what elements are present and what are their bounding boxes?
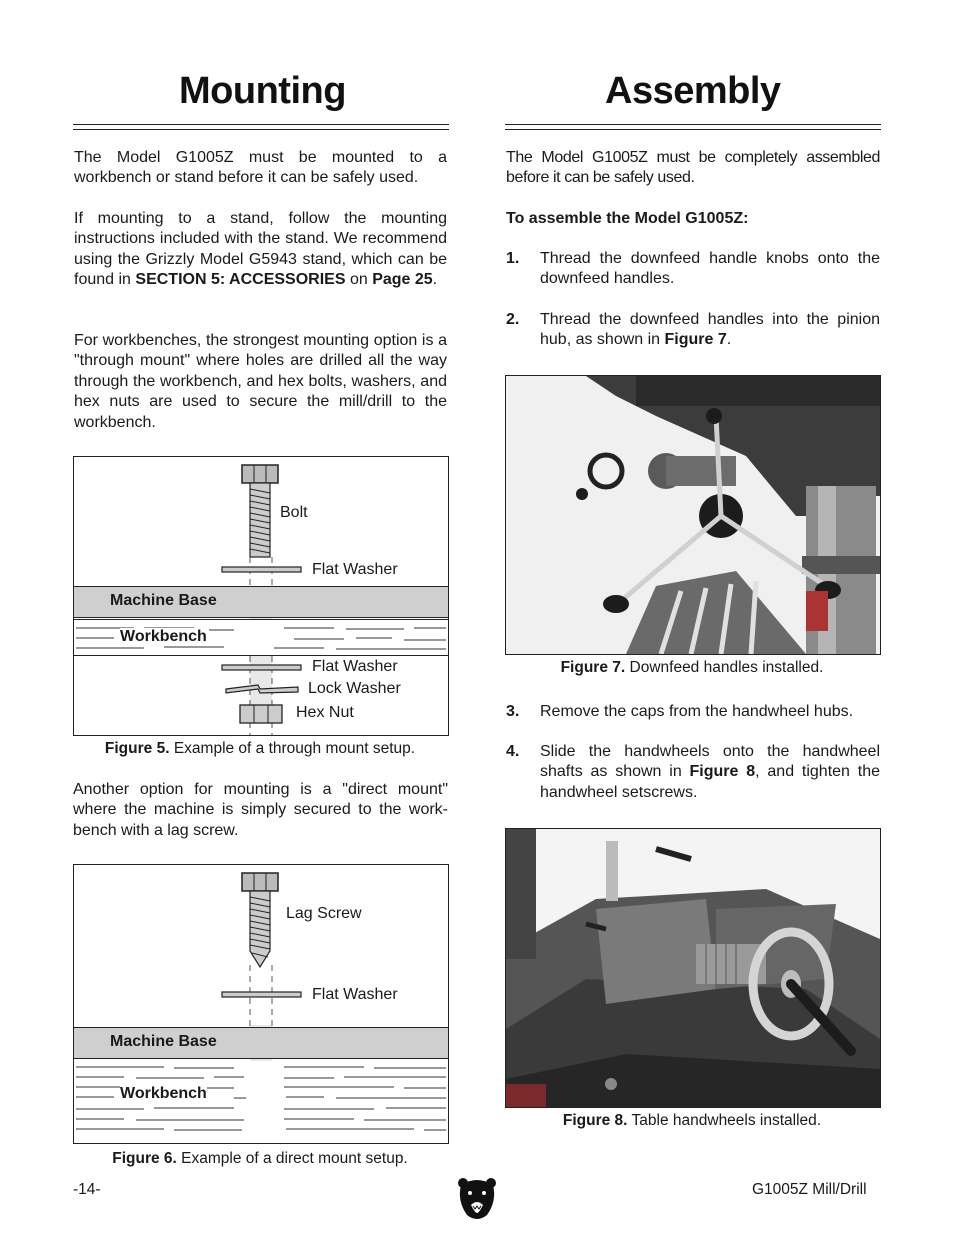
mounting-p2-period: .	[432, 271, 438, 289]
section-5-reference: SECTION 5: ACCESSORIES	[135, 271, 346, 289]
machine-base-label: Machine Base	[110, 592, 217, 609]
flat-washer-bottom-label: Flat Washer	[312, 658, 398, 675]
assembly-intro: The Model G1005Z must be completely assembled before it can be safely used.	[506, 149, 880, 187]
step-4-text: Slide the handwheels onto the handwheel shafts as shown in	[540, 743, 880, 781]
figure-6-direct-mount-diagram	[73, 864, 449, 1144]
mounting-p2-on: on	[345, 271, 373, 289]
mounting-paragraph-4: Another option for mounting is a "direct mount" where the machine is simply secured to the work-bench with a lag screw.	[73, 781, 448, 839]
lock-washer-label: Lock Washer	[308, 680, 401, 697]
flat-washer-bottom-icon	[221, 663, 303, 673]
step-number: 1.	[506, 250, 520, 267]
lock-washer-icon	[224, 683, 300, 695]
flat-washer-icon	[221, 990, 303, 1000]
flat-washer-label: Flat Washer	[312, 986, 398, 1003]
mounting-paragraph-2	[74, 209, 447, 291]
figure-8-label: Figure 8.	[562, 1112, 628, 1129]
figure-6-caption	[73, 1150, 447, 1168]
workbench-band	[74, 619, 448, 656]
assembly-title-rule	[505, 124, 881, 130]
figure-7-text: Downfeed handles installed.	[625, 659, 824, 676]
page-number: -14-	[73, 1181, 101, 1198]
mounting-paragraph-1: The Model G1005Z must be mounted to a workbench or stand before it can be safely used.	[74, 149, 447, 187]
mounting-paragraph-3: For workbenches, the strongest mounting option is a "through mount" where holes are drilled all the way through the workbench, and hex bolts, washers, and hex nuts are used to secure the mill/drill to the workbench.	[74, 332, 447, 431]
hex-nut-icon	[238, 703, 284, 725]
figure-6-label: Figure 6.	[112, 1150, 177, 1167]
figure-8-caption	[505, 1112, 879, 1130]
workbench-label: Workbench	[120, 1085, 207, 1102]
machine-base-label: Machine Base	[110, 1033, 217, 1050]
step-number: 4.	[506, 743, 520, 760]
figure-5-caption	[73, 740, 447, 758]
lag-screw-icon	[234, 871, 294, 971]
flat-washer-top-icon	[221, 565, 303, 575]
step-4-rest: , and tighten the handwheel setscrews.	[540, 763, 880, 801]
step-number: 3.	[506, 703, 520, 720]
figure-7-label: Figure 7.	[560, 659, 626, 676]
figure-6-text: Example of a direct mount setup.	[176, 1150, 408, 1167]
figure-7-photo-downfeed-handles	[505, 375, 881, 655]
grizzly-bear-logo-icon	[457, 1175, 497, 1223]
step-text: Thread the downfeed handle knobs onto the downfeed handles.	[540, 250, 880, 288]
figure-5-text: Example of a through mount setup.	[169, 740, 416, 757]
figure-5-label: Figure 5.	[104, 740, 170, 757]
footer-model: G1005Z Mill/Drill	[752, 1181, 867, 1198]
assembly-title: Assembly	[605, 70, 781, 112]
mounting-title-rule	[73, 124, 449, 130]
lag-screw-label: Lag Screw	[286, 905, 362, 922]
workbench-band	[74, 1061, 448, 1143]
figure-8-photo-table-handwheels	[505, 828, 881, 1108]
figure-5-through-mount-diagram	[73, 456, 449, 736]
mounting-title: Mounting	[179, 70, 346, 112]
figure-7-reference: Figure 7	[664, 331, 727, 349]
mounting-p2-text: If mounting to a stand, follow the mounting instructions included with the stand. We recommend using the Grizzly Model G5943 stand, which can be found in	[74, 210, 447, 289]
figure-7-caption	[505, 659, 879, 677]
flat-washer-top-label: Flat Washer	[312, 561, 398, 578]
step-text	[540, 742, 880, 803]
workbench-label: Workbench	[120, 628, 207, 645]
figure-8-text: Table handwheels installed.	[627, 1112, 822, 1129]
step-text: Remove the caps from the handwheel hubs.	[540, 703, 854, 720]
figure-8-reference: Figure 8	[689, 763, 756, 781]
bolt-label: Bolt	[280, 504, 308, 521]
step-2-text: Thread the downfeed handles into the pinion hub, as shown in	[540, 311, 880, 349]
step-text	[540, 310, 880, 351]
page-25-reference: Page 25	[372, 271, 433, 289]
hex-nut-label: Hex Nut	[296, 704, 354, 721]
step-2-period: .	[726, 331, 732, 349]
assembly-subhead: To assemble the Model G1005Z:	[506, 210, 749, 227]
step-number: 2.	[506, 311, 520, 328]
